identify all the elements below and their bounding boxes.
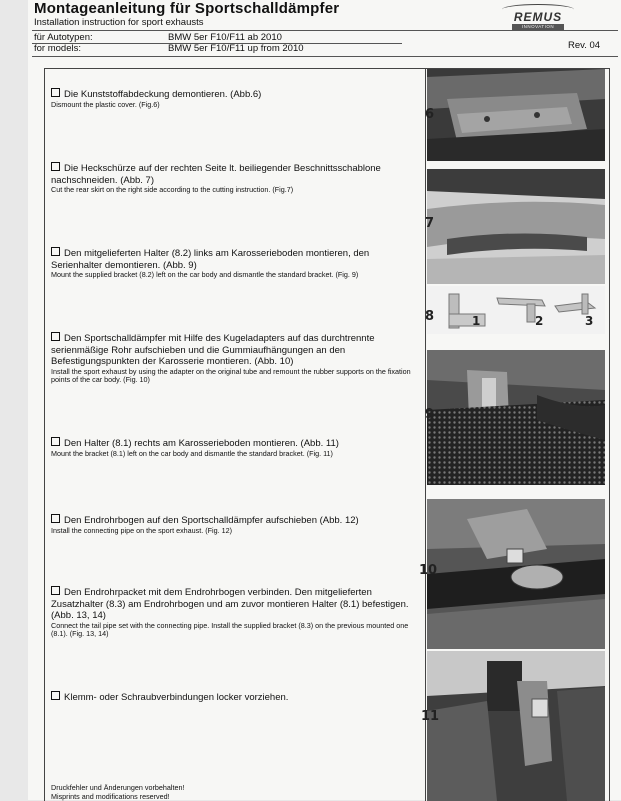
revision-label: Rev. 04 (568, 40, 601, 51)
step-2-en: Cut the rear skirt on the right side according to the cutting instruction. (Fig.7) (51, 185, 294, 194)
autotypen-label: für Autotypen: (34, 32, 93, 43)
fig-7-label: 7 (425, 216, 435, 231)
checkbox-icon (51, 691, 60, 700)
brackets-photo (427, 286, 605, 334)
plastic-cover-photo (427, 69, 605, 161)
step-1 (51, 88, 419, 109)
step-7-de: Den Endrohrpacket mit dem Endrohrbogen verbinden. Den mitgelieferten Zusatzhalter (8.3) am Endrohrbogen und am zuvor montieren Halter (8.1) befestigen. (Abb. 13, 14) (51, 587, 409, 621)
fig-9-label: 9 (425, 407, 435, 422)
models-label: for models: (34, 43, 81, 54)
steps-frame (44, 68, 610, 801)
part-3-label: 3 (585, 314, 594, 328)
checkbox-icon (51, 332, 60, 341)
step-6 (51, 514, 419, 535)
meta-bottom-rule (32, 56, 618, 57)
photo-fig-6 (427, 69, 605, 161)
step-7 (51, 586, 419, 639)
step-2 (51, 162, 419, 195)
part-2-label: 2 (535, 314, 544, 328)
step-5 (51, 437, 419, 458)
instruction-page (28, 0, 621, 800)
checkbox-icon (51, 514, 60, 523)
photo-fig-11 (427, 651, 605, 801)
fig-6-label: 6 (425, 107, 435, 122)
photo-fig-9 (427, 350, 605, 485)
part-1-label: 1 (472, 314, 481, 328)
fig-10-label: 10 (419, 563, 438, 578)
step-6-de: Den Endrohrbogen auf den Sportschalldämpfer aufschieben (Abb. 12) (64, 515, 359, 526)
document-subtitle: Installation instruction for sport exhausts (34, 17, 204, 28)
checkbox-icon (51, 437, 60, 446)
document-title: Montageanleitung für Sportschalldämpfer (34, 0, 340, 17)
step-3-en: Mount the supplied bracket (8.2) left on the car body and dismantle the standard bracket. (Fig. 9) (51, 270, 359, 279)
logo-subtext: INNOVATION (512, 24, 564, 30)
step-8 (51, 691, 419, 704)
rear-skirt-photo (427, 169, 605, 284)
photo-fig-7 (427, 169, 605, 284)
left-bracket-photo (427, 350, 605, 485)
header-rule (32, 30, 618, 31)
step-2-de: Die Heckschürze auf der rechten Seite lt. beiliegender Beschnittsschablone nachschneiden. (Abb. 7) (51, 163, 381, 186)
photo-fig-10 (427, 499, 605, 649)
footer-en: Misprints and modifications reserved! (51, 792, 170, 801)
step-1-de: Die Kunststoffabdeckung demontieren. (Abb.6) (64, 89, 262, 100)
autotypen-value: BMW 5er F10/F11 ab 2010 (168, 32, 282, 43)
step-5-en: Mount the bracket (8.1) left on the car body and dismantle the standard bracket. (Fig. 11) (51, 448, 333, 458)
remus-logo (498, 4, 578, 32)
checkbox-icon (51, 247, 60, 256)
fig-8-label: 8 (425, 309, 435, 324)
step-8-de: Klemm- oder Schraubverbindungen locker vorziehen. (64, 692, 289, 703)
step-4-de: Den Sportschalldämpfer mit Hilfe des Kugeladapters auf das durchtrennte serienmäßige Rohr aufschieben und die Gummiaufhängungen an den Befestigungspunkten der Karosserie montieren. (Abb. 10) (51, 333, 375, 367)
logo-text: REMUS (513, 10, 563, 24)
step-4 (51, 332, 419, 385)
checkbox-icon (51, 586, 60, 595)
checkbox-icon (51, 162, 60, 171)
right-bracket-photo (427, 651, 605, 801)
photo-fig-8 (427, 286, 605, 334)
models-value: BMW 5er F10/F11 up from 2010 (168, 43, 304, 54)
sport-exhaust-photo (427, 499, 605, 649)
footer-de: Druckfehler und Änderungen vorbehalten! (51, 783, 185, 792)
footer (51, 783, 184, 801)
column-divider (425, 69, 426, 801)
step-6-en: Install the connecting pipe on the sport exhaust. (Fig. 12) (51, 525, 232, 535)
fig-11-label: 11 (421, 709, 440, 724)
step-7-en: Connect the tail pipe set with the connecting pipe. Install the supplied bracket (8.3) on the previous mounted one (8.1). (Fig. 13, 14) (51, 620, 409, 639)
checkbox-icon (51, 88, 60, 97)
step-3 (51, 247, 419, 280)
step-4-en: Install the sport exhaust by using the adapter on the original tube and remount the rubber supports on the fixation points of the car body. (Fig. 10) (51, 366, 411, 385)
step-3-de: Den mitgelieferten Halter (8.2) links am Karosserieboden montieren, den Serienhalter demontieren. (Abb. 9) (51, 248, 370, 271)
step-1-en: Dismount the plastic cover. (Fig.6) (51, 99, 160, 109)
step-5-de: Den Halter (8.1) rechts am Karosserieboden montieren. (Abb. 11) (64, 438, 339, 449)
